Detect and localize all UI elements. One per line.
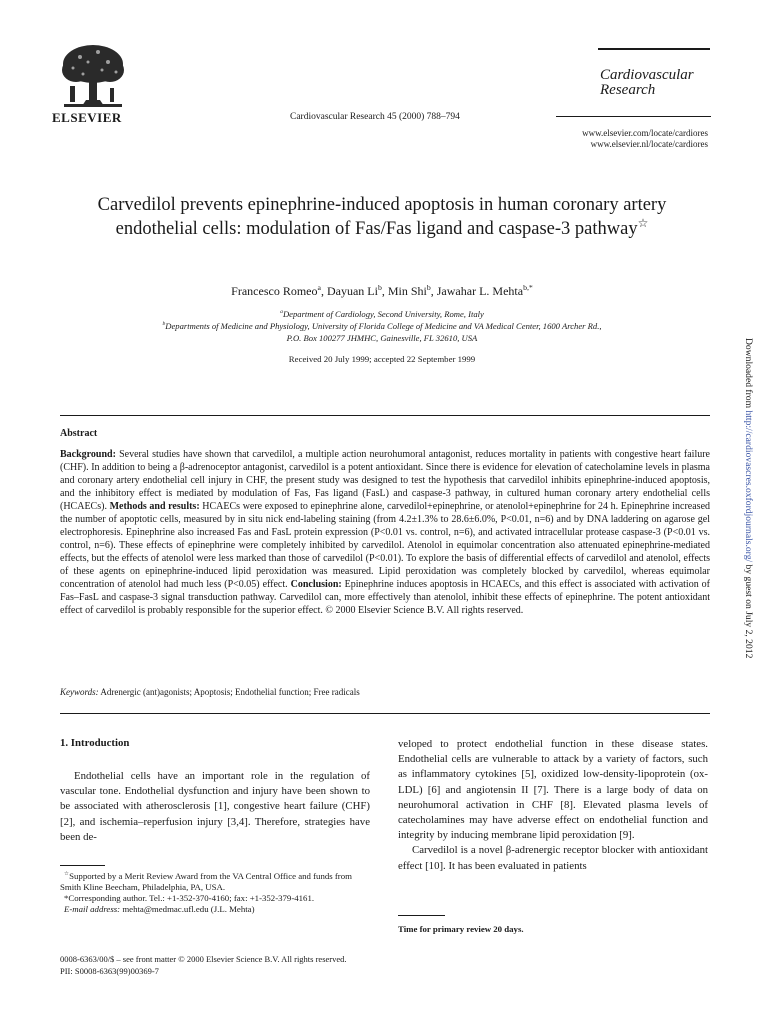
abstract-body: [60, 448, 710, 617]
author-list: [70, 284, 694, 299]
received-dates: Received 20 July 1999; accepted 22 September 1999: [288, 354, 476, 364]
copyright-footer: [60, 953, 347, 977]
abstract-bottom-rule: [60, 713, 710, 714]
journal-name: [600, 68, 694, 98]
abstract-methods-text: HCAECs were exposed to epinephrine alone, carvedilol+epinephrine, or atenolol+epinephrine for 24 h. Epinephrine increased the number of apoptotic cells, measured by in situ nick end-labeling staining (from 4.2±1.3% to 28.6±6.0%, P<0.01, n=6) and by DNA laddering on agarose gel electrophoresis. Epinephrine also increased Fas and FasL protein expression (P<0.01 vs. control, n=6), and activated intracellular protease caspase-3 (P<0.01 vs. control, n=6). These effects of epinephrine were completely inhibited by carvedilol. Atenolol in equimolar concentration also attenuated epinephrine-mediated effects, but the effects of atenolol were less marked than those of carvedilol (P<0.01). To explore the basis of differential effects of carvedilol and atenolol, effects of these agents on epinephrine-induced lipid peroxidation was measured. Lipid peroxidation was completely blocked by carvedilol, whereas equimolar concentration of atenolol had much less (P<0.05) effect.: [60, 501, 711, 590]
author-separator: ,: [381, 284, 388, 298]
pii-line: PII: S0008-6363(99)00369-7: [60, 966, 159, 976]
affiliation-b-line2: P.O. Box 100277 JHMHC, Gainesville, FL 32610, USA: [286, 333, 478, 343]
journal-urls: [520, 128, 708, 150]
author-affil-mark: a: [317, 283, 321, 292]
footnote-corresponding-author: *Corresponding author. Tel.: +1-352-370-4160; fax: +1-352-379-4161.: [64, 893, 315, 903]
author-affil-mark: b: [426, 283, 431, 292]
author-affil-mark: b,*: [523, 283, 533, 292]
affiliations: [70, 308, 694, 344]
article-title: [70, 193, 694, 241]
intro-paragraph-2: veloped to protect endothelial function in these disease states. Endothelial cells are vulnerable to attack by a variety of factors, such as inflammatory cytokines [5], oxidized low-density-lipoprotein (ox-LDL) [6] and angiotensin II [7]. There is a large body of data on neurohumoral activation in CHF [8]. Elevated plasma levels of catecholamines may have adverse effect on endothelial function and integrity by inducing membrane lipid peroxidation [9].: [398, 738, 708, 842]
affiliation-text: Department of Cardiology, Second University, Rome, Italy: [282, 309, 484, 319]
intro-paragraph-3-text: Carvedilol is a novel β-adrenergic receptor blocker with antioxidant effect [10]. It has been evaluated in patients: [398, 844, 708, 872]
journal-citation: Cardiovascular Research 45 (2000) 788–794: [290, 112, 460, 122]
intro-paragraph-1: [60, 769, 370, 845]
watermark-url-link[interactable]: http://cardiovascres.oxfordjournals.org/: [743, 410, 754, 563]
intro-right-column: [398, 737, 708, 874]
abstract-background-text: Several studies have shown that carvedilol, a multiple action neurohumoral antagonist, reduces mortality in patients with congestive heart failure (CHF). In addition to being a β-adrenoceptor antagonist, carvedilol is a potent antioxidant. Since there is evidence for elevation of catecholamine levels in plasma and coronary artery endothelial cell injury in CHF, the present study was designed to test the hypothesis that carvedilol inhibits epinephrine-induced apoptosis, and the inhibitory effect is mediated by modulation of Fas, Fas ligand (FasL) and caspase-3 pathway, in cultured human coronary artery endothelial cells (HCAECs).: [60, 449, 710, 512]
journal-url-1[interactable]: www.elsevier.com/locate/cardiores: [582, 128, 708, 138]
journal-name-line2: Research: [600, 82, 656, 98]
intro-paragraph-1-text: Endothelial cells have an important role in the regulation of vascular tone. Endothelial dysfunction and injury have been shown to be associated with atherosclerosis [1], congestive heart failure (CHF) [2], and ischemia–reperfusion injury [3,4]. Therefore, strategies have been de-: [60, 770, 370, 843]
author-separator: ,: [320, 284, 327, 298]
abstract-methods-label: Methods and results:: [109, 501, 200, 512]
affiliation-mark: b: [162, 321, 166, 328]
copyright-line: 0008-6363/00/$ – see front matter © 2000 Elsevier Science B.V. All rights reserved.: [60, 954, 347, 964]
footnote-email: [60, 904, 370, 915]
abstract-heading: Abstract: [60, 428, 98, 439]
affiliation-mark: a: [280, 309, 283, 316]
download-watermark: [742, 338, 754, 678]
author-name: Dayuan Li: [326, 284, 378, 298]
abstract-top-rule: [60, 415, 710, 416]
watermark-suffix: by guest on July 2, 2012: [743, 562, 754, 659]
abstract-background-label: Background:: [60, 449, 116, 460]
footnote-funding: [60, 871, 370, 893]
affiliation-text: Departments of Medicine and Physiology, University of Florida College of Medicine and VA Medical Center, 1600 Archer Rd.,: [165, 321, 602, 331]
affiliation-a: [70, 308, 694, 320]
journal-rule-mid: [556, 116, 711, 117]
title-star-footnote-mark: ☆: [637, 215, 649, 230]
footnote-rule: [60, 865, 105, 866]
watermark-prefix: Downloaded from: [743, 338, 754, 411]
footnotes: [60, 871, 370, 915]
footnote-email-label: E-mail address:: [64, 904, 121, 914]
section-heading-introduction: 1. Introduction: [60, 737, 130, 749]
author-separator: ,: [430, 284, 437, 298]
elsevier-tree-logo: [58, 42, 128, 108]
intro-paragraph-3: [398, 843, 708, 873]
keywords: [60, 687, 710, 697]
footnote-email-text[interactable]: mehta@medmac.ufl.edu (J.L. Mehta): [120, 904, 255, 914]
author-affil-mark: b: [377, 283, 382, 292]
publisher-name: ELSEVIER: [52, 110, 122, 125]
footnote-star-mark: ☆: [64, 871, 70, 878]
article-title-text: Carvedilol prevents epinephrine-induced apoptosis in human coronary artery endothelial cells: modulation of Fas/Fas ligand and caspase-3 pathway: [97, 195, 667, 239]
journal-name-line1: Cardiovascular: [600, 67, 694, 83]
author-name: Jawahar L. Mehta: [436, 284, 524, 298]
journal-url-2[interactable]: www.elsevier.nl/locate/cardiores: [590, 139, 708, 149]
abstract-conclusion-text: Epinephrine induces apoptosis in HCAECs, and this effect is associated with activation of Fas–FasL and caspase-3 signal transduction pathway. Carvedilol can, more effectively than atenolol, inhibit these effects of epinephrine. The potent antioxidant effect of carvedilol is probably responsible for the superior effect. © 2000 Elsevier Science B.V. All rights reserved.: [60, 579, 710, 616]
abstract-conclusion-label: Conclusion:: [290, 579, 342, 590]
author-name: Francesco Romeo: [231, 284, 318, 298]
author-name: Min Shi: [387, 284, 427, 298]
journal-rule-top: [598, 48, 710, 50]
footnote-funding-text: Supported by a Merit Review Award from the VA Central Office and funds from Smith Kline Beecham, Philadelphia, PA, USA.: [60, 871, 352, 892]
review-time-note: Time for primary review 20 days.: [398, 924, 524, 934]
affiliation-b: [70, 320, 694, 332]
keywords-text: Adrenergic (ant)agonists; Apoptosis; Endothelial function; Free radicals: [98, 687, 360, 697]
keywords-label: Keywords:: [60, 687, 99, 697]
review-note-rule: [398, 915, 445, 916]
